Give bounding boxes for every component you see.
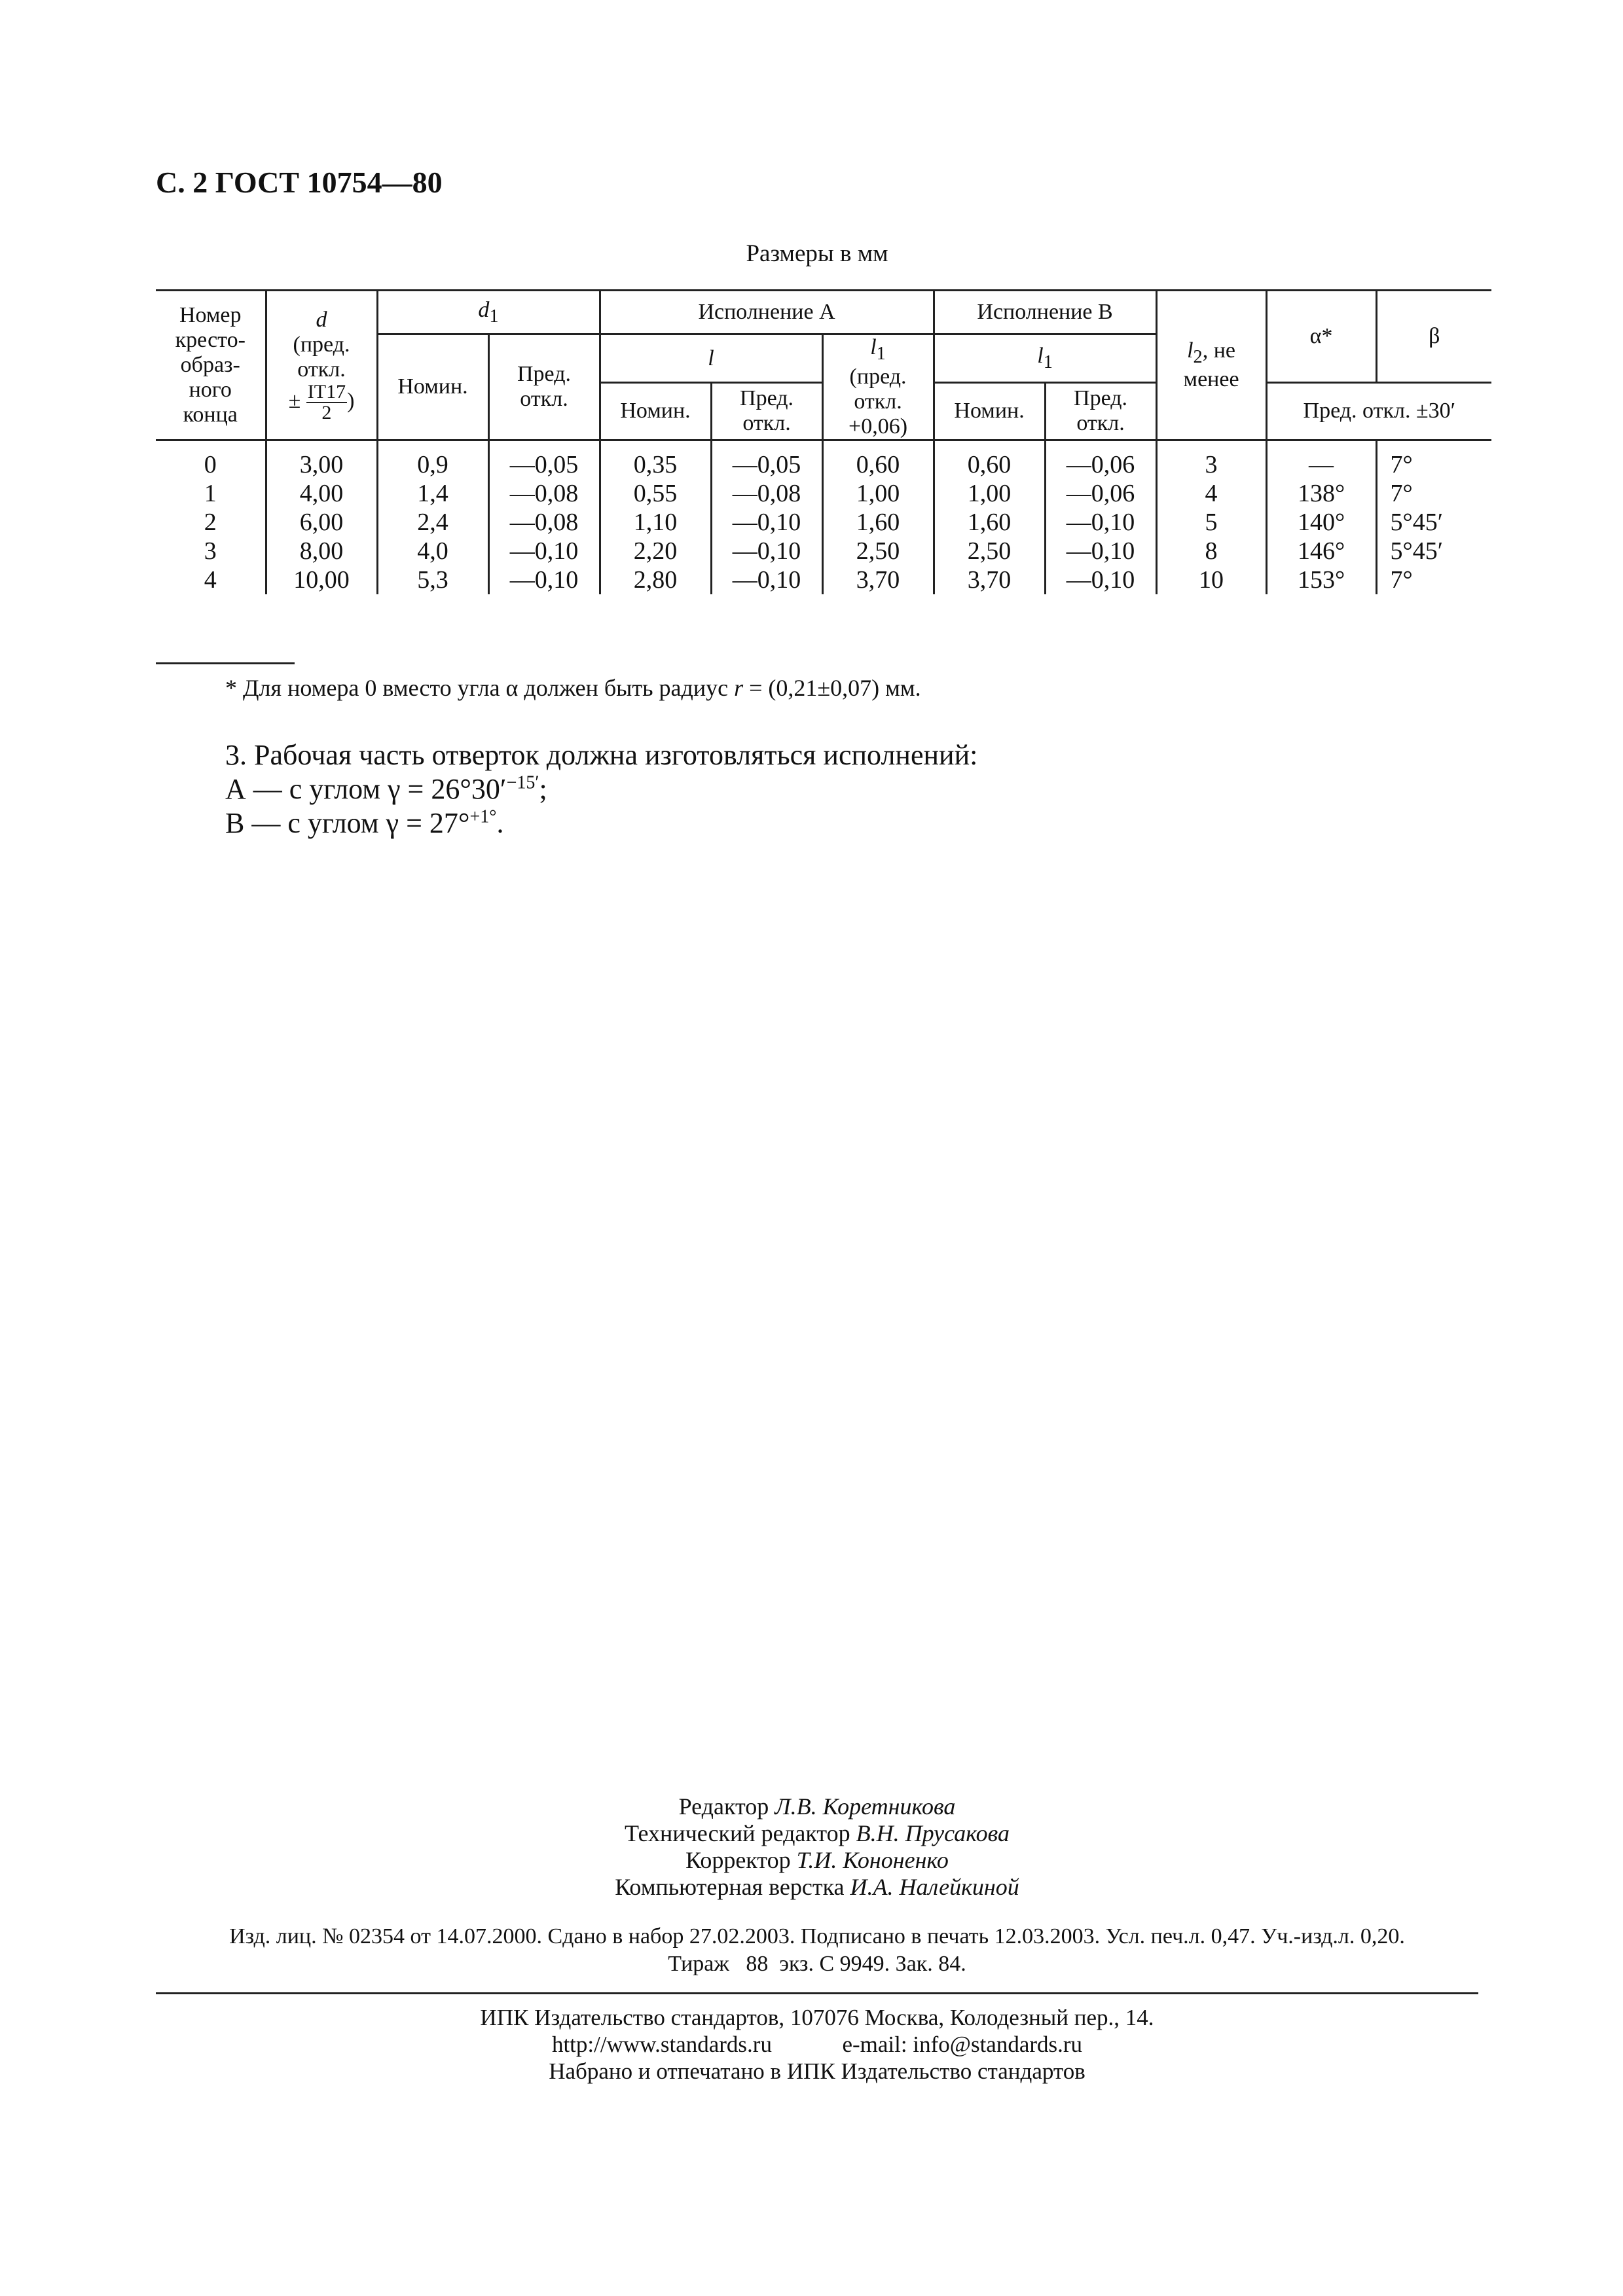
publication-info xyxy=(156,1923,1478,1978)
table-cell: 3,70 xyxy=(822,565,934,594)
credit-line: Компьютерная верстка И.А. Налейкиной xyxy=(615,1874,1019,1900)
header-a-l-pred: Пред. откл. xyxy=(711,383,822,440)
table-cell: 7° xyxy=(1376,440,1491,479)
table-cell: 1,60 xyxy=(822,508,934,537)
table-row xyxy=(156,479,1491,508)
table-cell: —0,08 xyxy=(488,508,600,537)
footnote-rule xyxy=(156,662,295,664)
table-cell: —0,10 xyxy=(711,537,822,565)
table-cell: 1,00 xyxy=(822,479,934,508)
credits xyxy=(156,1793,1478,1901)
table-cell: 1,4 xyxy=(377,479,488,508)
table-cell: —0,08 xyxy=(711,479,822,508)
table-cell: 4 xyxy=(1156,479,1266,508)
publisher-address: ИПК Издательство стандартов, 107076 Москва, Колодезный пер., 14. xyxy=(480,2005,1154,2030)
table-cell: 10,00 xyxy=(266,565,377,594)
header-number: Номер кресто- образ- ного конца xyxy=(156,291,266,440)
table-cell: 2,20 xyxy=(600,537,711,565)
header-d1-pred: Пред. откл. xyxy=(488,334,600,440)
table-cell: —0,05 xyxy=(711,440,822,479)
publication-line-2: Тираж 88 экз. С 9949. Зак. 84. xyxy=(668,1952,966,1976)
table-cell: 6,00 xyxy=(266,508,377,537)
footnote: * Для номера 0 вместо угла α должен быть радиус r = (0,21±0,07) мм. xyxy=(225,675,921,701)
table-cell: —0,10 xyxy=(711,565,822,594)
table-cell: 146° xyxy=(1266,537,1376,565)
publisher-url[interactable]: http://www.standards.ru xyxy=(551,2032,772,2057)
table-row xyxy=(156,508,1491,537)
table-row xyxy=(156,440,1491,479)
table-cell: 8 xyxy=(1156,537,1266,565)
table-row xyxy=(156,565,1491,594)
table-cell: —0,10 xyxy=(1045,508,1156,537)
table-cell: —0,10 xyxy=(1045,537,1156,565)
publisher-printing: Набрано и отпечатано в ИПК Издательство стандартов xyxy=(549,2058,1085,2084)
publisher-info xyxy=(156,2004,1478,2085)
table-cell: 0,60 xyxy=(822,440,934,479)
publisher-contacts xyxy=(156,2031,1478,2058)
table-cell: 3,00 xyxy=(266,440,377,479)
credit-line: Технический редактор В.Н. Прусакова xyxy=(624,1820,1010,1846)
table-cell: 2,50 xyxy=(934,537,1045,565)
publisher-email[interactable]: e-mail: info@standards.ru xyxy=(842,2032,1083,2057)
table-cell: 138° xyxy=(1266,479,1376,508)
table-cell: —0,10 xyxy=(488,565,600,594)
header-a-l-nomin: Номин. xyxy=(600,383,711,440)
table-cell: 3,70 xyxy=(934,565,1045,594)
table-cell: —0,06 xyxy=(1045,479,1156,508)
header-b-l1: $l_1$ xyxy=(934,334,1156,383)
table-cell: 7° xyxy=(1376,479,1491,508)
table-cell: —0,08 xyxy=(488,479,600,508)
credit-line: Редактор Л.В. Коретникова xyxy=(678,1793,956,1820)
table-cell: 5,3 xyxy=(377,565,488,594)
header-l2: $l_2$, не менее xyxy=(1156,291,1266,440)
table-cell: 0,9 xyxy=(377,440,488,479)
publisher-rule xyxy=(156,1992,1478,1994)
table-cell: 8,00 xyxy=(266,537,377,565)
table-cell: 10 xyxy=(1156,565,1266,594)
table-cell: 0,55 xyxy=(600,479,711,508)
table-cell: 3 xyxy=(1156,440,1266,479)
table-cell: 1,60 xyxy=(934,508,1045,537)
header-alpha: α* xyxy=(1266,291,1376,383)
table-cell: 153° xyxy=(1266,565,1376,594)
table-cell: 2,4 xyxy=(377,508,488,537)
header-b-l1-nomin: Номин. xyxy=(934,383,1045,440)
table-cell: 3 xyxy=(204,537,217,565)
table-cell: —0,05 xyxy=(488,440,600,479)
header-d1-nomin: Номин. xyxy=(377,334,488,440)
table-cell: 140° xyxy=(1266,508,1376,537)
header-version-b: Исполнение В xyxy=(934,291,1156,334)
table-cell: 2,50 xyxy=(822,537,934,565)
header-a-l1: $l_1$ (пред. откл. +0,06) xyxy=(822,334,934,440)
table-cell: 4,0 xyxy=(377,537,488,565)
table-cell: —0,10 xyxy=(488,537,600,565)
table-cell: 0 xyxy=(204,450,217,478)
table-cell: 1 xyxy=(204,479,217,507)
table-row xyxy=(156,537,1491,565)
header-d: d (пред. откл. ± $\frac{IT17}{2}$ ) xyxy=(266,291,377,440)
dimensions-table xyxy=(156,289,1491,594)
table-body xyxy=(156,440,1491,594)
clause-3: 3. Рабочая часть отверток должна изготовляться исполнений: xyxy=(225,739,978,771)
table-cell: —0,06 xyxy=(1045,440,1156,479)
clause-3-variant-a: А — с углом $\gamma = 26^\circ 30'^{-15'}$; xyxy=(225,772,547,805)
publication-line-1: Изд. лиц. № 02354 от 14.07.2000. Сдано в набор 27.02.2003. Подписано в печать 12.03.2003. Усл. печ.л. 0,47. Уч.-изд.л. 0,20. xyxy=(229,1924,1405,1948)
table-cell: 5°45′ xyxy=(1376,508,1491,537)
header-version-a: Исполнение А xyxy=(600,291,934,334)
table-cell: 0,35 xyxy=(600,440,711,479)
table-cell: 0,60 xyxy=(934,440,1045,479)
clause-3-variant-b: В — с углом γ = 27°$^{+1^\circ}$. xyxy=(225,806,504,839)
table-cell: 1,00 xyxy=(934,479,1045,508)
table-cell: —0,10 xyxy=(1045,565,1156,594)
header-a-l: l xyxy=(600,334,822,383)
table-cell: — xyxy=(1266,440,1376,479)
table-cell: 2 xyxy=(204,508,217,536)
table-units-caption: Размеры в мм xyxy=(746,240,888,267)
credit-line: Корректор Т.И. Кононенко xyxy=(685,1847,949,1873)
table-cell: —0,10 xyxy=(711,508,822,537)
header-d1: $d_1$ xyxy=(377,291,600,334)
table-cell: 4,00 xyxy=(266,479,377,508)
page-header: С. 2 ГОСТ 10754—80 xyxy=(156,166,443,199)
table-cell: 5 xyxy=(1156,508,1266,537)
table-cell: 2,80 xyxy=(600,565,711,594)
header-beta: β xyxy=(1376,291,1491,383)
table-cell: 4 xyxy=(204,565,217,594)
header-b-l1-pred: Пред. откл. xyxy=(1045,383,1156,440)
table-cell: 5°45′ xyxy=(1376,537,1491,565)
header-angle-tolerance: Пред. откл. ±30′ xyxy=(1266,383,1491,440)
table-cell: 7° xyxy=(1376,565,1491,594)
table-cell: 1,10 xyxy=(600,508,711,537)
